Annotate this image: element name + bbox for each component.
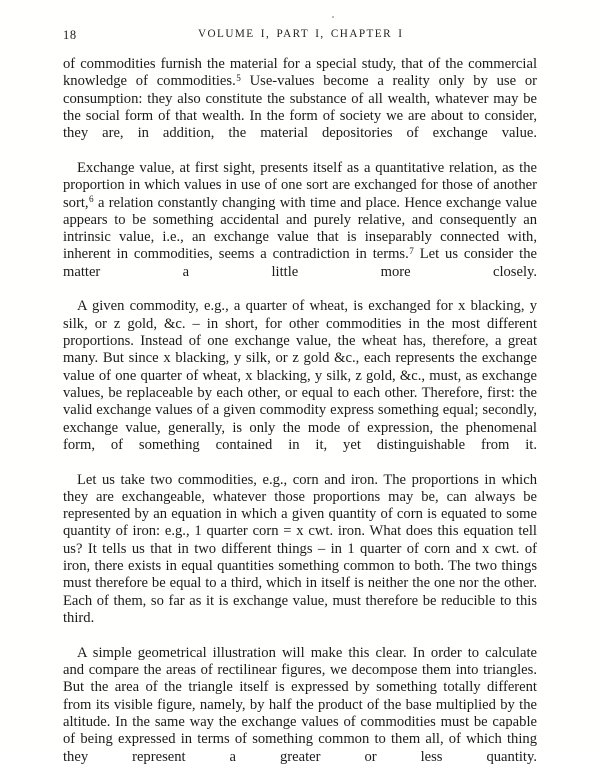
page-number: 18: [63, 28, 77, 42]
paragraph: Exchange value, at first sight, presents itself as a quantitative relation, as the proportion in which values in use of one sort are exchanged for those of another sort,$^6$ a relation constantly changing with time and place. Hence exchange value appears to be something accidental and purely relative, and consequently an intrinsic value, i.e., an exchange value that is inseparably connected with, inherent in commodities, seems a contradiction in terms.$^7$ Let us consider the matter a little more closely.: [63, 159, 537, 280]
paragraph: A given commodity, e.g., a quarter of wheat, is exchanged for x blacking, y silk, or z gold, &c. – in short, for other commodities in the most different proportions. Instead of one exchange value, the wheat has, therefore, a great many. But since x blacking, y silk, or z gold &c., each represents the exchange value of one quarter of wheat, x blacking, y silk, z gold, &c., must, as exchange values, be replaceable by each other, or equal to each other. Therefore, first: the valid exchange values of a given commodity express something equal; secondly, exchange value, generally, is only the mode of expression, the phenomenal form, of something contained in it, yet distinguishable from it.: [63, 298, 537, 453]
paragraph: of commodities furnish the material for a special study, that of the commercial knowledge of commodities.$^5$ Use-values become a reality only by use or consumption: they also constitute the substance of all wealth, whatever may be the social form of that wealth. In the form of society we are about to consider, they are, in addition, the material depositories of exchange value.: [63, 56, 537, 142]
running-head: [63, 28, 537, 44]
text-block: [63, 56, 537, 783]
footnote-marker: 5: [236, 72, 241, 83]
paragraph: Let us take two commodities, e.g., corn and iron. The proportions in which they are exchangeable, whatever those proportions may be, can always be represented by an equation in which a given quantity of corn is equated to some quantity of iron: e.g., 1 quarter corn = x cwt. iron. What does this equation tell us? It tells us that in two different things – in 1 quarter of corn and x cwt. of iron, there exists in equal quantities something common to both. The two things must therefore be equal to a third, which in itself is neither the one nor the other. Each of them, so far as it is exchange value, must therefore be reducible to this third.: [63, 471, 537, 626]
running-head-title: VOLUME I, PART I, CHAPTER I: [198, 28, 404, 40]
paragraph: A simple geometrical illustration will make this clear. In order to calculate and compare the areas of rectilinear figures, we decompose them into triangles. But the area of the triangle itself is expressed by something totally different from its visible figure, namely, by half the product of the base multiplied by the altitude. In the same way the exchange values of commodities must be capable of being expressed in terms of something common to them all, of which thing they represent a greater or less quantity.: [63, 644, 537, 765]
oldstyle-figure: 1: [347, 540, 355, 557]
footnote-marker: 7: [409, 245, 414, 256]
oldstyle-figure: 1: [194, 523, 202, 540]
footnote-marker: 6: [89, 193, 94, 204]
scan-speck: [332, 16, 334, 18]
